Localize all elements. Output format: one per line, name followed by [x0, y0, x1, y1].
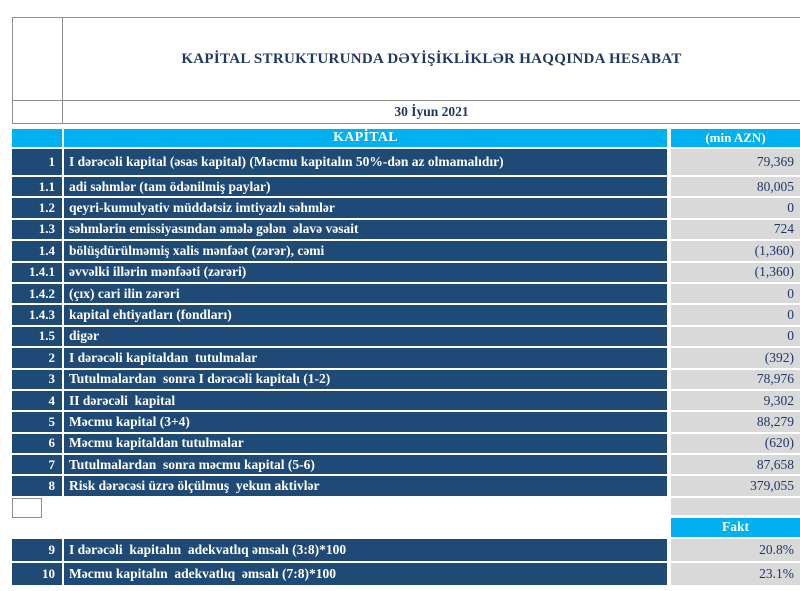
row-label-cell: Məcmu kapitalın adekvatlıq əmsalı (7:8)*100: [64, 563, 667, 585]
row-number-cell: 1.4.2: [12, 284, 62, 303]
row-label-cell: I dərəcəli kapitaldan tutulmalar: [64, 348, 667, 367]
table-row: [12, 198, 800, 217]
row-number-cell: 4: [12, 391, 62, 410]
row-number-cell: 9: [12, 539, 62, 561]
row-number-cell: 1.4: [12, 241, 62, 260]
table-row: [12, 263, 800, 282]
date-row: [12, 101, 800, 124]
capital-table-body: [12, 149, 800, 496]
table-row: [12, 327, 800, 346]
fakt-header-row: [12, 518, 800, 537]
row-label-cell: Risk dərəcəsi üzrə ölçülmuş yekun aktivlər: [64, 476, 667, 495]
spacer-fill: [42, 498, 671, 518]
table-row: [12, 370, 800, 389]
row-label-cell: əvvəlki illərin mənfəəti (zərəri): [64, 263, 667, 282]
row-value-cell: 0: [671, 327, 800, 346]
row-label-cell: bölüşdürülməmiş xalis mənfəət (zərər), cəmi: [64, 241, 667, 260]
table-row: [12, 455, 800, 474]
page-title: KAPİTAL STRUKTURUNDA DƏYİŞİKLİKLƏR HAQQINDA HESABAT: [181, 50, 682, 67]
row-number-cell: 3: [12, 370, 62, 389]
row-number-cell: 2: [12, 348, 62, 367]
row-value-cell: (1,360): [671, 241, 800, 260]
row-number-cell: 8: [12, 476, 62, 495]
row-label-cell: qeyri-kumulyativ müddətsiz imtiyazlı səhmlər: [64, 198, 667, 217]
row-label-cell: kapital ehtiyatları (fondları): [64, 305, 667, 324]
fakt-header-cell: Fakt: [671, 518, 800, 537]
row-number-cell: 1.5: [12, 327, 62, 346]
header-number-cell: [12, 129, 62, 147]
row-number-cell: 7: [12, 455, 62, 474]
spacer-row: [12, 498, 800, 518]
header-kapital-cell: KAPİTAL: [64, 129, 667, 147]
table-row: [12, 348, 800, 367]
row-number-cell: 10: [12, 563, 62, 585]
header-unit-cell: (min AZN): [671, 129, 800, 147]
row-number-cell: 5: [12, 412, 62, 431]
row-label-cell: I dərəcəli kapitalın adekvatlıq əmsalı (3:8)*100: [64, 539, 667, 561]
row-label-cell: Tutulmalardan sonra məcmu kapital (5-6): [64, 455, 667, 474]
row-value-cell: 20.8%: [671, 539, 800, 561]
table-row: [12, 149, 800, 175]
row-number-cell: 1.3: [12, 220, 62, 239]
row-label-cell: Tutulmalardan sonra I dərəcəli kapitalı (1-2): [64, 370, 667, 389]
table-row: [12, 241, 800, 260]
title-row: [12, 17, 800, 101]
row-label-cell: I dərəcəli kapital (əsas kapital) (Məcmu kapitalın 50%-dən az olmamalıdır): [64, 149, 667, 175]
row-label-cell: Məcmu kapital (3+4): [64, 412, 667, 431]
row-number-cell: 6: [12, 434, 62, 453]
table-row: [12, 476, 800, 495]
table-row: [12, 539, 800, 561]
table-row: [12, 434, 800, 453]
row-value-cell: 9,302: [671, 391, 800, 410]
table-row: [12, 412, 800, 431]
fakt-fill: [12, 518, 671, 537]
table-row: [12, 220, 800, 239]
row-value-cell: (1,360): [671, 263, 800, 282]
table-row: [12, 391, 800, 410]
date-corner-cell: [13, 101, 63, 123]
row-value-cell: 724: [671, 220, 800, 239]
row-value-cell: 379,055: [671, 476, 800, 495]
row-value-cell: 78,976: [671, 370, 800, 389]
row-value-cell: 23.1%: [671, 563, 800, 585]
empty-value-cell: [671, 498, 800, 515]
row-value-cell: 0: [671, 305, 800, 324]
row-number-cell: 1.4.1: [12, 263, 62, 282]
row-number-cell: 1.4.3: [12, 305, 62, 324]
row-number-cell: 1.2: [12, 198, 62, 217]
row-value-cell: 79,369: [671, 149, 800, 175]
ratio-table-body: [12, 539, 800, 585]
row-value-cell: (620): [671, 434, 800, 453]
row-value-cell: 0: [671, 284, 800, 303]
row-number-cell: 1.1: [12, 177, 62, 196]
table-row: [12, 177, 800, 196]
table-row: [12, 284, 800, 303]
table-header-row: [12, 129, 800, 147]
report-date: 30 İyun 2021: [394, 104, 469, 119]
row-label-cell: adi səhmlər (tam ödənilmiş paylar): [64, 177, 667, 196]
row-label-cell: Məcmu kapitaldan tutulmalar: [64, 434, 667, 453]
row-value-cell: 87,658: [671, 455, 800, 474]
row-value-cell: (392): [671, 348, 800, 367]
table-row: [12, 563, 800, 585]
row-label-cell: digər: [64, 327, 667, 346]
row-label-cell: II dərəcəli kapital: [64, 391, 667, 410]
row-value-cell: 0: [671, 198, 800, 217]
row-label-cell: (çıx) cari ilin zərəri: [64, 284, 667, 303]
empty-bordered-cell: [12, 498, 42, 518]
title-corner-cell: [13, 18, 63, 100]
row-value-cell: 80,005: [671, 177, 800, 196]
row-label-cell: səhmlərin emissiyasından əmələ gələn əlavə vəsait: [64, 220, 667, 239]
capital-report-sheet: [12, 17, 800, 587]
row-value-cell: 88,279: [671, 412, 800, 431]
table-row: [12, 305, 800, 324]
row-number-cell: 1: [12, 149, 62, 175]
